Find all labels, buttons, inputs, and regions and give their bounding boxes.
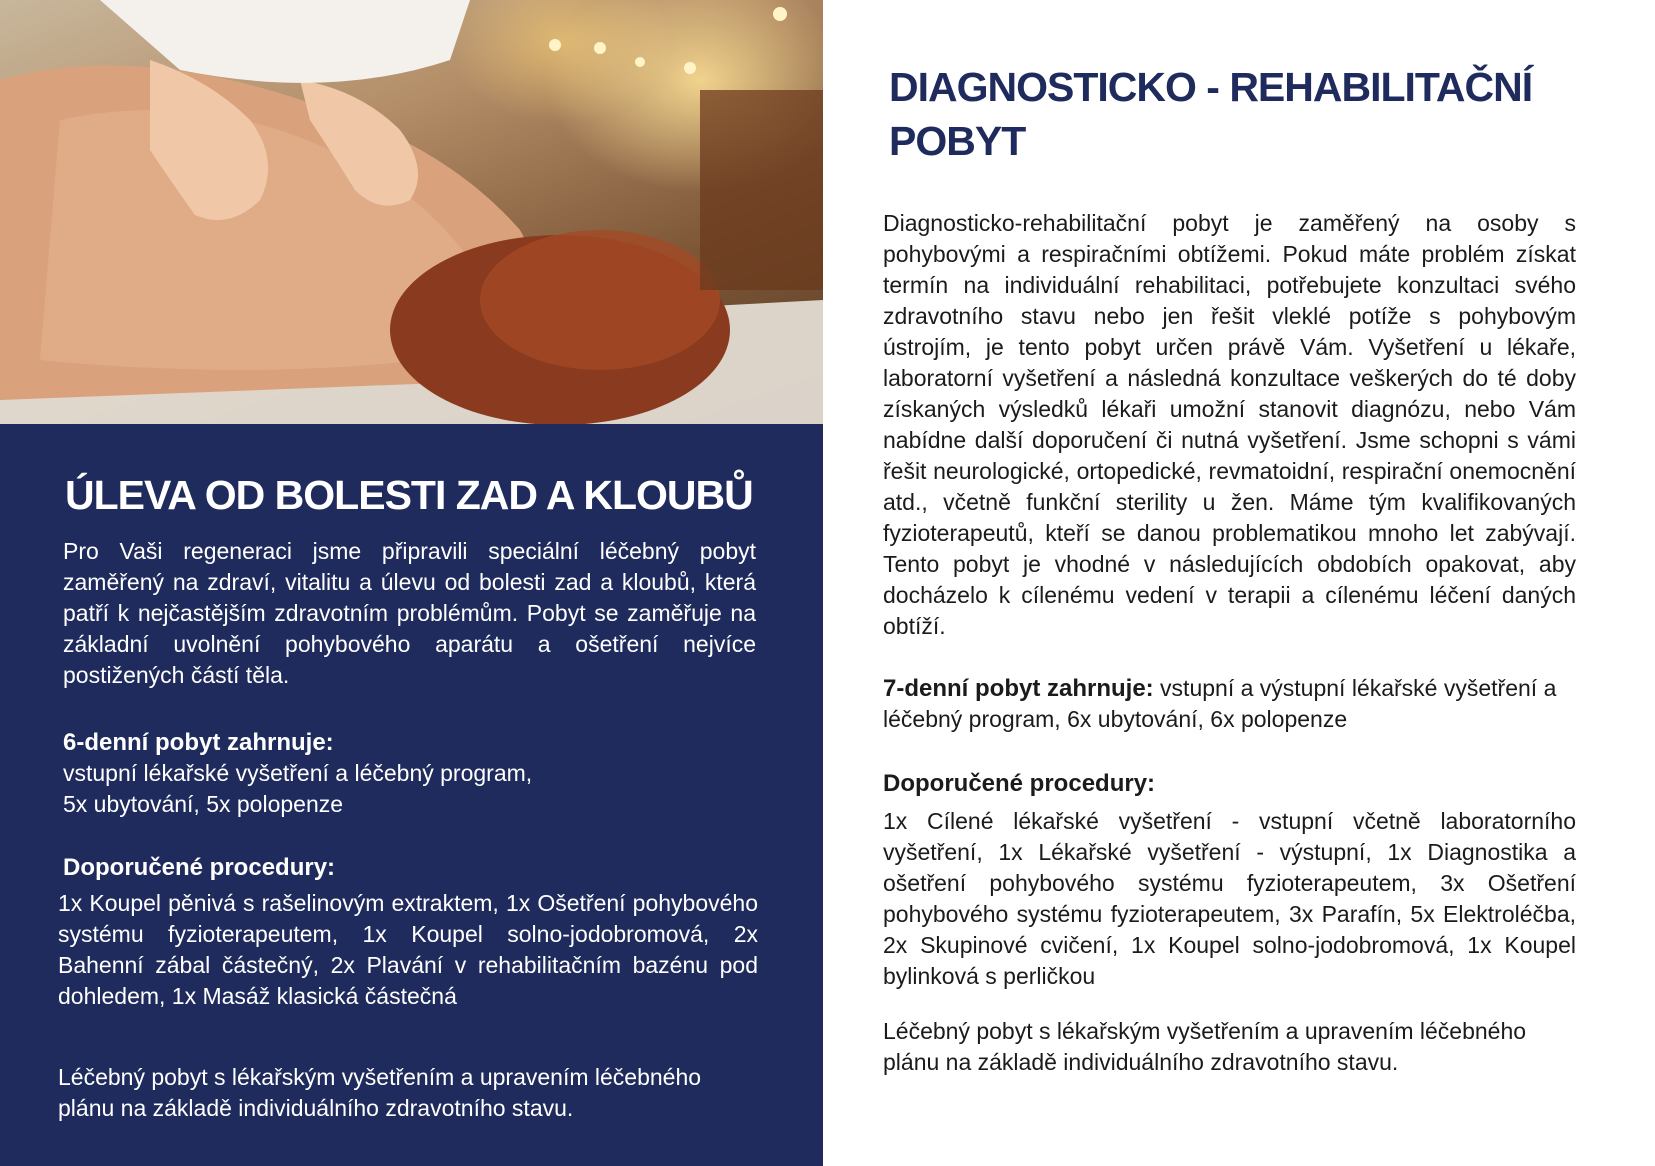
right-column bbox=[823, 0, 1655, 1166]
right-page-title bbox=[889, 60, 1609, 168]
left-info-panel bbox=[0, 424, 823, 1166]
massage-photo bbox=[0, 0, 823, 424]
left-page-title: ÚLEVA OD BOLESTI ZAD A KLOUBŮ bbox=[65, 472, 753, 518]
left-stay-line-2: 5x ubytování, 5x polopenze bbox=[63, 791, 344, 817]
right-closing-text: Léčebný pobyt s lékařským vyšetřením a upravením léčebného plánu na základě individuálního zdravotního stavu. bbox=[883, 1018, 1527, 1075]
right-stay-heading: 7-denní pobyt zahrnuje: bbox=[883, 675, 1154, 702]
right-stay-text: vstupní a výstupní lékařské vyšetření a léčebný program, 6x ubytování, 6x polopenze bbox=[883, 675, 1557, 732]
right-intro-text: Diagnosticko-rehabilitační pobyt je zaměřený na osoby s pohybovými a respiračními obtížemi. Pokud máte problém získat termín na individuální rehabilitaci, potřebujete konzultaci svého zdravotního stavu nebo jen řešit vleklé potíže s pohybovým ústrojím, je tento pobyt určen právě Vám. Vyšetření u lékaře, laboratorní vyšetření a následná konzultace veškerých do té doby získaných výsledků lékaři umožní stanovit diagnózu, nebo Vám nabídne další doporučení či nutná vyšetření. Jsme schopni s vámi řešit neurologické, ortopedické, revmatoidní, respirační onemocnění atd., včetně funkční sterility u žen. Máme tým kvalifikovaných fyzioterapeutů, kteří se danou problematikou mnoho let zabývají. Tento pobyt je vhodné v následujících obdobích opakovat, aby docházelo k cílenému vedení v terapii a cílenému léčení daných obtíží. bbox=[883, 210, 1576, 639]
right-title-line-1: DIAGNOSTICKO - REHABILITAČNÍ bbox=[889, 64, 1533, 110]
left-procedures-text: 1x Koupel pěnivá s rašelinovým extraktem, 1x Ošetření pohybového systému fyzioterapeutem, 1x Koupel solno-jodobromová, 2x Bahenní zábal částečný, 2x Plavání v rehabilitačním bazénu pod dohledem, 1x Masáž klasická částečná bbox=[58, 890, 758, 1009]
left-stay-heading: 6-denní pobyt zahrnuje: bbox=[63, 729, 334, 756]
left-column bbox=[0, 0, 823, 1166]
right-procedures-text: 1x Cílené lékařské vyšetření - vstupní včetně laboratorního vyšetření, 1x Lékařské vyšetření - výstupní, 1x Diagnostika a ošetření pohybového systému fyzioterapeutem, 3x Ošetření pohybového systému fyzioterapeutem, 3x Parafín, 5x Elektroléčba, 2x Skupinové cvičení, 1x Koupel solno-jodobromová, 1x Koupel bylinková s perličkou bbox=[883, 808, 1576, 989]
right-procedures-heading: Doporučené procedury: bbox=[883, 770, 1156, 797]
left-procedures-heading: Doporučené procedury: bbox=[63, 854, 336, 881]
right-title-line-2: POBYT bbox=[889, 118, 1026, 164]
right-stay-paragraph bbox=[883, 673, 1576, 735]
left-closing-text: Léčebný pobyt s lékařským vyšetřením a upravením léčebného plánu na základě individuálního zdravotního stavu. bbox=[58, 1064, 702, 1121]
left-intro-text: Pro Vaši regeneraci jsme připravili speciální léčebný pobyt zaměřený na zdraví, vitalitu a úlevu od bolesti zad a kloubů, která patří k nejčastějším zdravotním problémům. Pobyt se zaměřuje na základní uvolnění pohybového aparátu a ošetření nejvíce postižených částí těla. bbox=[63, 538, 756, 688]
massage-photo-illustration bbox=[0, 0, 823, 424]
left-stay-line-1: vstupní lékařské vyšetření a léčebný program, bbox=[63, 760, 533, 786]
